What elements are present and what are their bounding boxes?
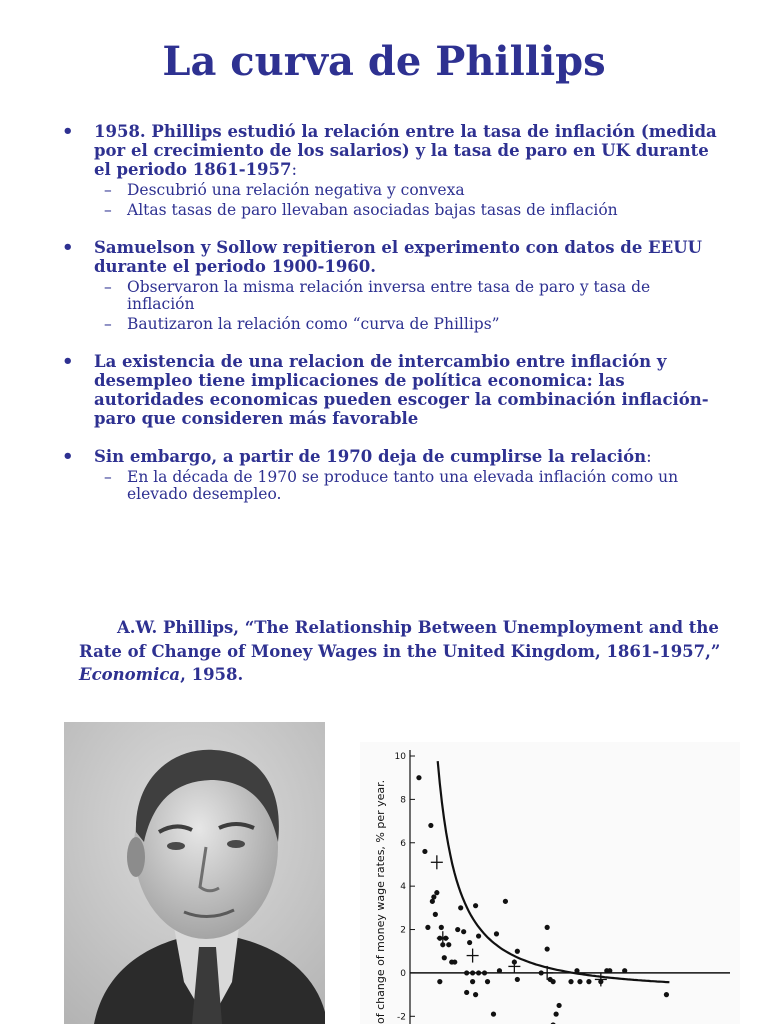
bullet-marker: • (62, 121, 74, 142)
data-point (464, 990, 469, 995)
bullet-marker: • (62, 237, 74, 258)
bullet-text: La existencia de una relacion de intercambio entre inflación y desempleo tiene implicaciones de política economica: las autoridades economicas pueden escoger la combinación inflación-paro que consideren más favorable (94, 352, 709, 428)
y-tick-label: 6 (400, 838, 406, 849)
data-point (425, 925, 430, 930)
sub-list (94, 469, 722, 503)
y-tick-label: 0 (400, 968, 406, 979)
average-marker (508, 959, 520, 973)
y-ticks (395, 752, 415, 1022)
data-point (439, 925, 444, 930)
data-point (433, 912, 438, 917)
y-tick-label: 4 (400, 882, 406, 893)
data-point (545, 946, 550, 951)
data-point (416, 775, 421, 780)
data-point (556, 1003, 561, 1008)
citation: A.W. Phillips, “The Relationship Between Unemployment and the Rate of Change of Money Wages in the United Kingdom, 1861-1957,” Economica, 1958. (79, 618, 721, 684)
bullet-item (62, 352, 722, 428)
data-point (434, 890, 439, 895)
bullet-item (62, 447, 722, 503)
data-point (497, 968, 502, 973)
bullet-marker: • (62, 351, 74, 372)
data-point (428, 823, 433, 828)
data-point (437, 979, 442, 984)
chart-svg (360, 742, 740, 1024)
data-point (551, 979, 556, 984)
sub-list (94, 279, 722, 333)
page-title: La curva de Phillips (162, 38, 606, 85)
bullet-item (62, 122, 722, 219)
data-point (545, 925, 550, 930)
y-tick-label: 10 (394, 752, 406, 762)
bullet-marker: • (62, 446, 74, 467)
portrait-photo (64, 722, 325, 1024)
data-point (473, 903, 478, 908)
phillips-curve-chart (360, 742, 740, 1024)
sub-item: – Altas tasas de paro llevaban asociadas bajas tasas de inflación (104, 201, 618, 219)
data-point (446, 942, 451, 947)
data-point (622, 968, 627, 973)
data-point (476, 933, 481, 938)
bullet-list (62, 122, 722, 522)
data-point (422, 849, 427, 854)
data-point (470, 970, 475, 975)
bullet-text: 1958. Phillips estudió la relación entre la tasa de inflación (medida por el crecimiento de los salarios) y la tasa de paro en UK durante el periodo 1861-1957: (94, 122, 717, 179)
data-point (586, 979, 591, 984)
data-point (452, 959, 457, 964)
data-point (473, 992, 478, 997)
data-point (574, 968, 579, 973)
data-point (476, 970, 481, 975)
data-point (515, 977, 520, 982)
data-point (515, 949, 520, 954)
data-point (554, 1012, 559, 1017)
bullet-text: Samuelson y Sollow repitieron el experimento con datos de EEUU durante el periodo 1900-1960. (94, 238, 702, 276)
journal-name: Economica (79, 665, 181, 684)
data-point (664, 992, 669, 997)
sub-list (94, 182, 722, 219)
average-marker (467, 949, 479, 963)
y-tick-label: 2 (400, 925, 406, 936)
y-tick-label: -2 (397, 1012, 406, 1023)
average-marker (431, 855, 443, 869)
data-point (503, 899, 508, 904)
data-point (442, 955, 447, 960)
data-point (464, 970, 469, 975)
y-axis-label: of change of money wage rates, % per year. (374, 779, 387, 1024)
sub-item: – En la década de 1970 se produce tanto una elevada inflación como un elevado desempleo. (104, 468, 679, 503)
data-point (431, 894, 436, 899)
data-point (485, 979, 490, 984)
data-point (455, 927, 460, 932)
sub-item: – Bautizaron la relación como “curva de Phillips” (104, 315, 500, 333)
average-marker (595, 972, 607, 986)
y-tick-label: 8 (400, 795, 406, 806)
bullet-text: Sin embargo, a partir de 1970 deja de cumplirse la relación: (94, 447, 652, 466)
average-markers (431, 855, 607, 986)
data-point (470, 979, 475, 984)
data-point (461, 929, 466, 934)
data-point (458, 905, 463, 910)
data-point (577, 979, 582, 984)
bullet-item (62, 238, 722, 333)
data-point (607, 968, 612, 973)
data-point (467, 940, 472, 945)
sub-item: – Observaron la misma relación inversa entre tasa de paro y tasa de inflación (104, 278, 651, 313)
data-point (494, 931, 499, 936)
sub-item: – Descubrió una relación negativa y convexa (104, 181, 465, 199)
data-point (482, 970, 487, 975)
data-point (568, 979, 573, 984)
data-point (491, 1012, 496, 1017)
data-points (416, 775, 669, 1024)
